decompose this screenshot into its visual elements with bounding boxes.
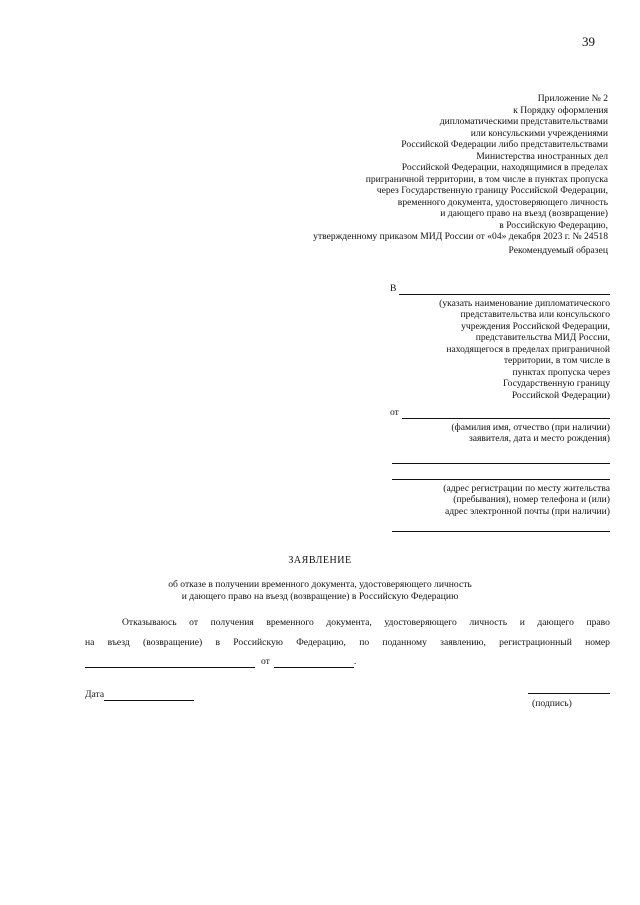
annex-line: Приложение № 2 [537, 93, 608, 104]
address-hint [390, 483, 610, 518]
addressee-label: В [390, 283, 397, 294]
word: номер [585, 637, 610, 648]
applicant-label: от [390, 407, 399, 418]
annex-line: приграничной территории, в том числе в пунктах пропуска [365, 173, 608, 185]
document-subtitle [0, 579, 640, 602]
word: Отказываюсь [122, 617, 177, 628]
word: личность [469, 617, 508, 628]
hint-line: представительства МИД России, [475, 332, 610, 343]
applicant-line [390, 407, 610, 419]
word: получения [210, 617, 254, 628]
word: (возвращение) [143, 637, 203, 648]
word: дающего [537, 617, 574, 628]
applicant-extra-blank[interactable] [392, 451, 610, 464]
signature-blank[interactable] [528, 693, 610, 694]
document-title: ЗАЯВЛЕНИЕ [288, 555, 352, 566]
annex-line: Российской Федерации либо представительствами [401, 139, 608, 150]
word: Федерацию, [296, 637, 346, 648]
applicant-hint [390, 422, 610, 445]
hint-line: представительства или консульского [460, 309, 610, 320]
body-text-line [85, 637, 610, 649]
end-punct: . [353, 656, 357, 667]
annex-line: и дающего право на въезд (возвращение) [440, 208, 608, 219]
word: регистрационный [499, 637, 572, 648]
word: удостоверяющего [384, 617, 457, 628]
hint-line: пунктах пропуска через [512, 366, 610, 378]
date-field [85, 689, 194, 701]
registration-number-blank[interactable] [85, 658, 255, 668]
annex-header [313, 93, 608, 243]
body-text-line [85, 656, 356, 668]
signature-label: (подпись) [532, 698, 572, 709]
hint-line: учреждения Российской Федерации, [461, 320, 610, 332]
word: на [85, 637, 95, 648]
hint-line: (указать наименование дипломатического [439, 297, 610, 309]
word: и [519, 617, 525, 628]
word: право [586, 617, 610, 628]
annex-line: через Государственную границу Российской Федерации, [376, 185, 608, 196]
hint-line: находящегося в пределах приграничной [446, 343, 610, 355]
word: поданному [382, 637, 427, 648]
hint-line: (фамилия имя, отчество (при наличии) [451, 421, 610, 433]
annex-line: временного документа, удостоверяющего личность [397, 196, 608, 208]
addressee-block [390, 283, 610, 532]
annex-line: дипломатическими представительствами [439, 116, 608, 127]
page-number: 39 [582, 34, 595, 49]
recommended-sample-label: Рекомендуемый образец [508, 245, 608, 256]
annex-line: утвержденному приказом МИД России от «04» декабря 2023 г. № 24518 [313, 231, 608, 242]
word: в [215, 637, 221, 648]
annex-line: Министерства иностранных дел [476, 150, 608, 162]
address-blank[interactable] [392, 467, 610, 480]
body-text-line [122, 617, 610, 629]
word: въезд [107, 637, 130, 648]
annex-line: или консульскими учреждениями [470, 127, 608, 139]
hint-line: (пребывания), номер телефона и (или) [453, 494, 610, 505]
word: от [189, 617, 199, 628]
hint-line: Российской Федерации) [511, 389, 610, 401]
annex-line: к Порядку оформления [513, 104, 608, 116]
date-label: Дата [85, 689, 105, 700]
word: документа, [326, 617, 372, 628]
hint-line: территории, в том числе в [503, 355, 610, 366]
date-blank[interactable] [104, 691, 194, 701]
from-label: от [261, 656, 270, 667]
word: по [359, 637, 370, 648]
addressee-line [390, 283, 610, 295]
word: Российскую [233, 637, 283, 648]
subtitle-line: и дающего право на въезд (возвращение) в Российскую Федерацию [181, 590, 459, 602]
hint-line: адрес электронной почты (при наличии) [444, 505, 610, 517]
application-date-blank[interactable] [274, 656, 357, 668]
addressee-blank[interactable] [399, 285, 610, 295]
annex-line: Российской Федерации, находящимися в пределах [401, 162, 608, 173]
word: заявлению, [440, 637, 486, 648]
applicant-blank[interactable] [402, 409, 610, 419]
contact-blank[interactable] [392, 519, 610, 532]
hint-line: Государственную границу [502, 378, 610, 389]
word: временного [266, 617, 314, 628]
addressee-hint [390, 298, 610, 402]
subtitle-line: об отказе в получении временного документа, удостоверяющего личность [168, 579, 472, 590]
hint-line: заявителя, дата и место рождения) [468, 433, 610, 444]
hint-line: (адрес регистрации по месту жительства [443, 482, 610, 494]
annex-line: в Российскую Федерацию, [499, 219, 608, 231]
